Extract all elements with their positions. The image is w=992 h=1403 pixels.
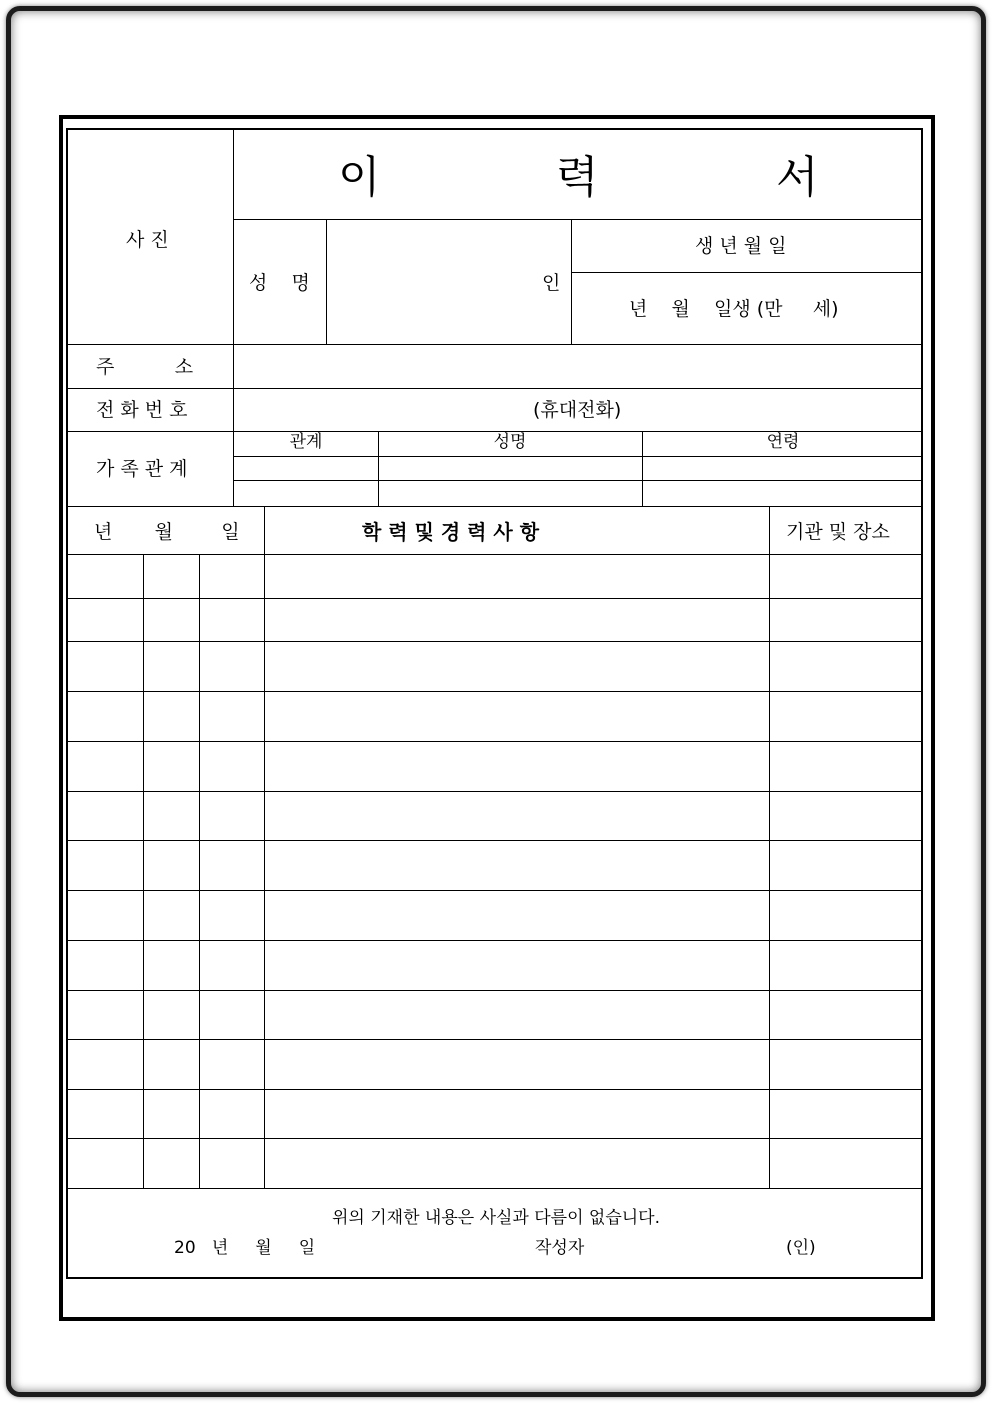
history-year-divider [143, 554, 144, 1188]
birth-divider [571, 272, 923, 273]
family-col-divider-2 [642, 431, 643, 506]
history-date-label: 년 월 일 [94, 521, 240, 543]
history-row-line [68, 1089, 923, 1090]
address-field[interactable] [234, 345, 923, 387]
history-row-line [68, 791, 923, 792]
birth-label: 생 년 월 일 [695, 235, 787, 257]
family-col-name: 성명 [493, 432, 527, 452]
family-label: 가 족 관 계 [96, 458, 188, 480]
family-row-line [233, 480, 923, 481]
history-row-line [68, 1138, 923, 1139]
resume-form [66, 128, 923, 1279]
author-label: 작성자 [535, 1238, 585, 1258]
history-row-line [68, 990, 923, 991]
seal-label: 인 [542, 272, 561, 294]
history-row-line [68, 691, 923, 692]
sign-date[interactable]: 20 년 월 일 [174, 1238, 316, 1258]
history-place-label: 기관 및 장소 [786, 521, 890, 543]
history-row-line [68, 641, 923, 642]
name-field[interactable] [327, 219, 557, 344]
history-header-line [68, 554, 923, 555]
title-char-1: 이 [338, 152, 381, 203]
history-place-divider [769, 506, 770, 1188]
family-bottom-line [68, 506, 923, 507]
address-bottom-line [68, 388, 923, 389]
history-month-divider [199, 554, 200, 1188]
photo-divider [233, 130, 234, 344]
family-header-line [233, 456, 923, 457]
history-row-line [68, 741, 923, 742]
family-col-relation: 관계 [289, 432, 323, 452]
title-char-2: 력 [556, 152, 599, 203]
history-row-line [68, 1039, 923, 1040]
family-col-divider-1 [378, 431, 379, 506]
history-title: 학 력 및 경 력 사 항 [362, 520, 540, 544]
phone-label: 전 화 번 호 [96, 399, 188, 421]
title-char-3: 서 [776, 152, 819, 203]
birth-format[interactable]: 년 월 일생 (만 세) [629, 298, 839, 320]
history-row-line [68, 890, 923, 891]
history-row-line [68, 598, 923, 599]
declaration-text: 위의 기재한 내용은 사실과 다름이 없습니다. [331, 1208, 661, 1228]
name-label: 성 명 [249, 272, 310, 294]
photo-label: 사 진 [126, 229, 169, 251]
history-bottom-line [68, 1188, 923, 1189]
author-seal: (인) [786, 1238, 816, 1258]
mobile-label[interactable]: (휴대전화) [533, 399, 622, 421]
address-label: 주 소 [96, 356, 194, 378]
history-date-divider [264, 506, 265, 1188]
history-row-line [68, 840, 923, 841]
name-value-divider [571, 219, 572, 344]
family-col-age: 연령 [766, 432, 800, 452]
history-row-line [68, 940, 923, 941]
